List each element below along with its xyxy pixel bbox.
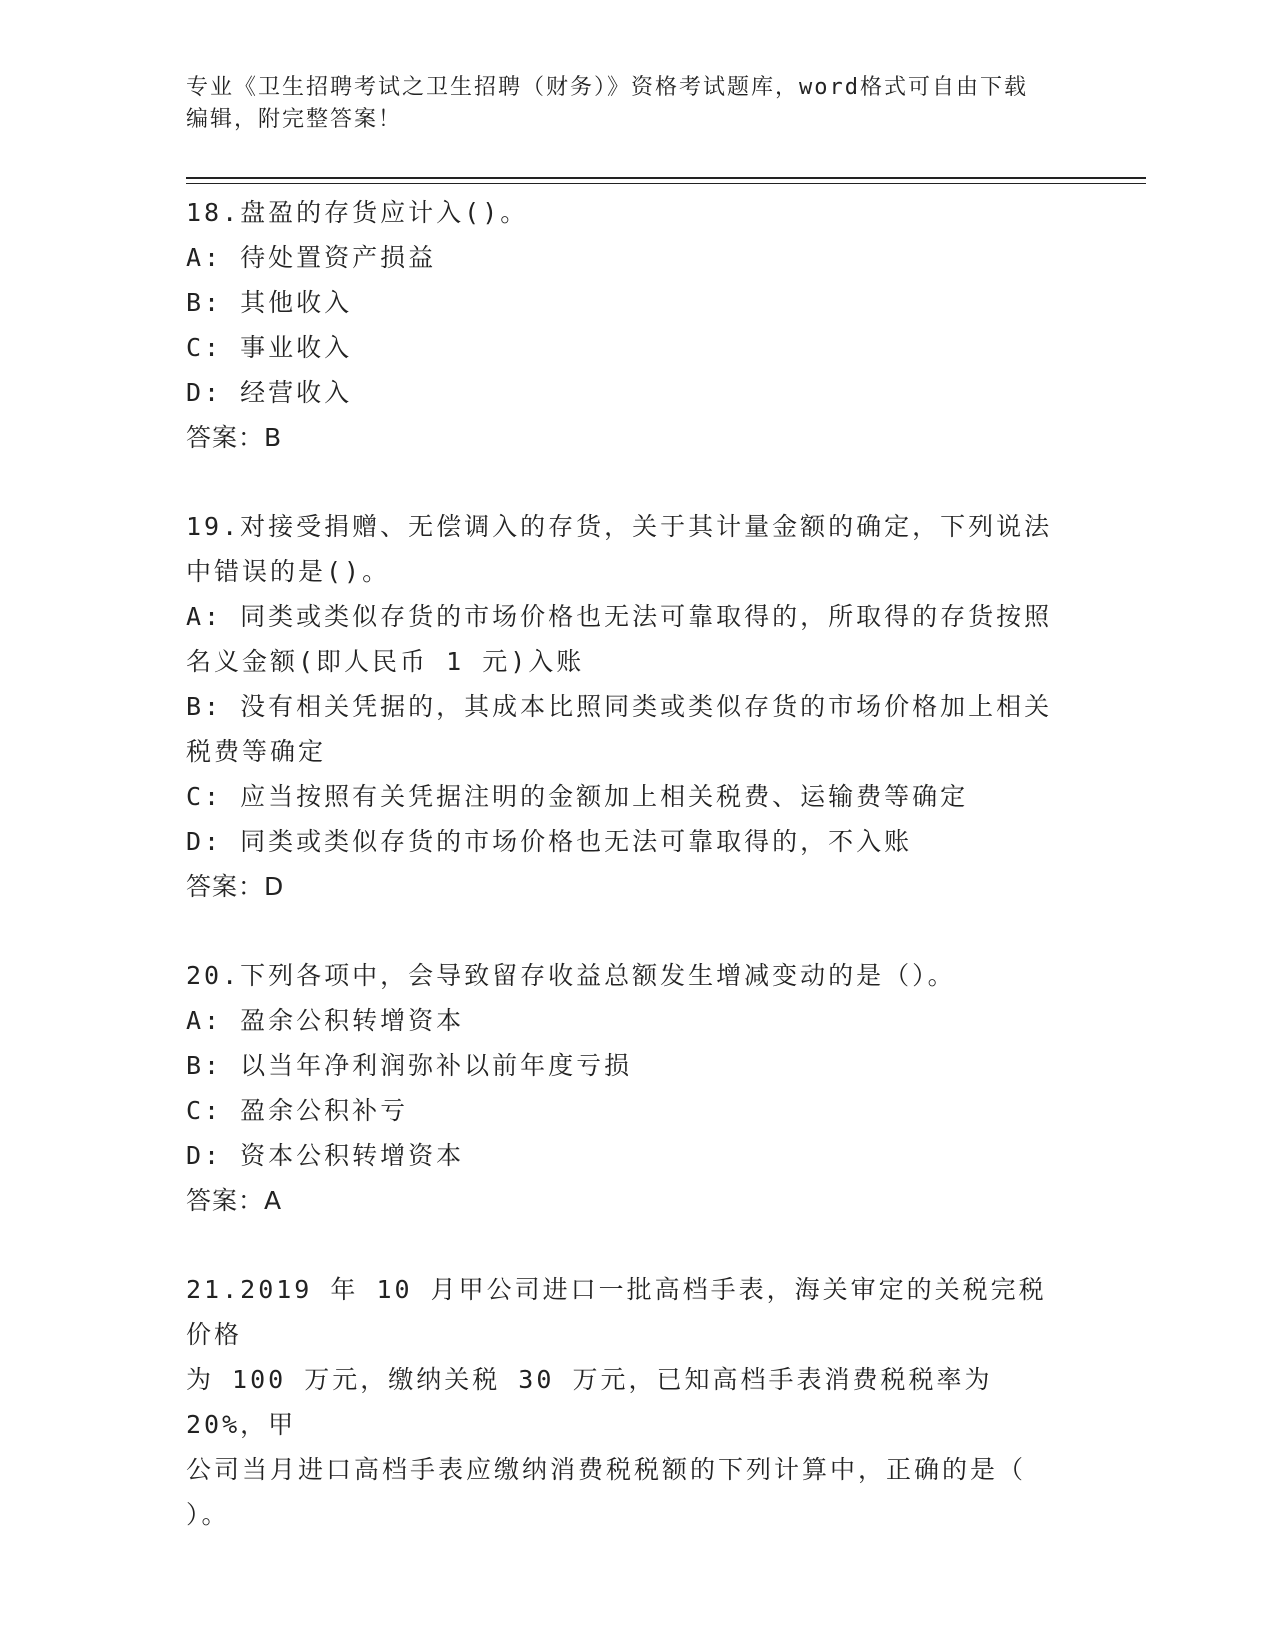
question-18 [186,190,1066,460]
spacer [186,909,1066,953]
option-b: B: 其他收入 [186,288,353,317]
spacer [186,460,1066,504]
option-c: C: 应当按照有关凭据注明的金额加上相关税费、运输费等确定 [186,782,969,811]
question-stem-cont: ）。 [186,1500,230,1529]
header-line-1: 专业《卫生招聘考试之卫生招聘（财务）》资格考试题库，word格式可自由下载 [186,75,1028,100]
header-line-2: 编辑，附完整答案！ [186,107,403,132]
option-d: D: 同类或类似存货的市场价格也无法可靠取得的，不入账 [186,827,913,856]
option-a: A: 待处置资产损益 [186,243,437,272]
option-a: A: 盈余公积转增资本 [186,1006,465,1035]
answer-line: 答案：D [186,872,285,901]
question-stem-cont: 中错误的是()。 [186,557,391,586]
spacer [186,1223,1066,1267]
question-stem: 18.盘盈的存货应计入()。 [186,198,529,227]
question-stem: 19.对接受捐赠、无偿调入的存货，关于其计量金额的确定，下列说法 [186,512,1053,541]
question-stem: 20.下列各项中，会导致留存收益总额发生增减变动的是（）。 [186,961,956,990]
option-b: B: 没有相关凭据的，其成本比照同类或类似存货的市场价格加上相关 [186,692,1053,721]
option-d: D: 经营收入 [186,378,353,407]
question-stem-cont: 公司当月进口高档手表应缴纳消费税税额的下列计算中，正确的是（ [186,1455,1027,1484]
option-b: B: 以当年净利润弥补以前年度亏损 [186,1051,633,1080]
question-20 [186,953,1066,1223]
option-d: D: 资本公积转增资本 [186,1141,465,1170]
question-list [186,190,1066,1537]
question-stem-cont: 为 100 万元，缴纳关税 30 万元，已知高档手表消费税税率为 20%，甲 [186,1365,993,1439]
option-a-cont: 名义金额(即人民币 1 元)入账 [186,647,585,676]
option-c: C: 盈余公积补亏 [186,1096,409,1125]
document-header [186,72,1066,136]
question-stem: 21.2019 年 10 月甲公司进口一批高档手表，海关审定的关税完税价格 [186,1275,1047,1349]
option-a: A: 同类或类似存货的市场价格也无法可靠取得的，所取得的存货按照 [186,602,1053,631]
answer-line: 答案：B [186,423,283,452]
question-19 [186,504,1066,909]
answer-line: 答案：A [186,1186,283,1215]
question-21 [186,1267,1066,1537]
option-c: C: 事业收入 [186,333,353,362]
header-divider-thin [186,183,1146,184]
header-divider-thick [186,177,1146,179]
option-b-cont: 税费等确定 [186,737,327,766]
